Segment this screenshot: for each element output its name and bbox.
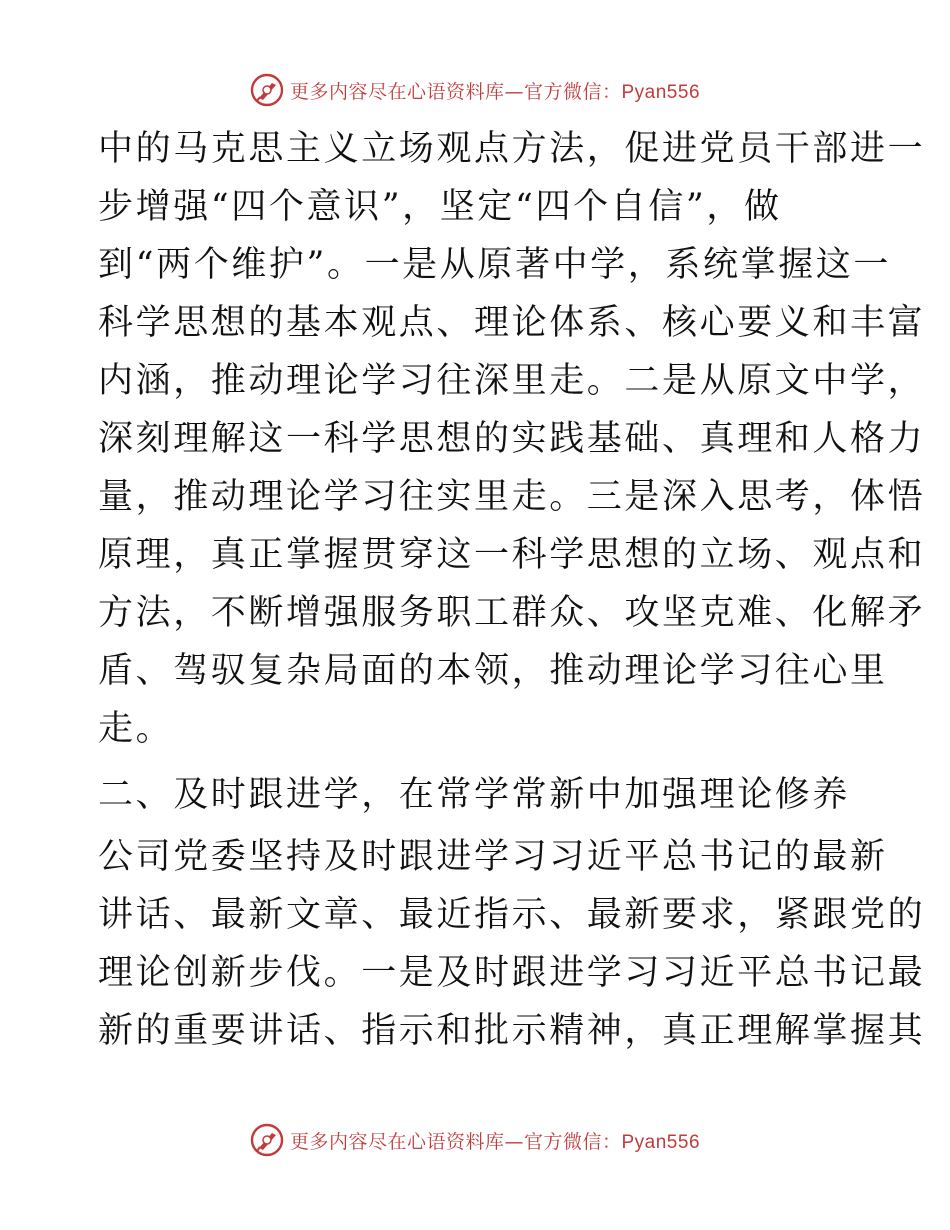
watermark-label: 更多内容尽在心语资料库—官方微信： — [289, 1130, 622, 1153]
body-line: 走。 — [98, 709, 174, 749]
watermark-handle: Pyan556 — [621, 1131, 701, 1153]
body-line: 盾、驾驭复杂局面的本领，推动理论学习往心里 — [98, 651, 888, 691]
body-line: 中的马克思主义立场观点方法，促进党员干部进一 — [98, 129, 926, 169]
body-line: 新的重要讲话、指示和批示精神，真正理解掌握其 — [98, 1011, 926, 1051]
footer-watermark — [0, 1120, 950, 1160]
body-line: 方法，不断增强服务职工群众、攻坚克难、化解矛 — [98, 593, 926, 633]
body-line: 讲话、最新文章、最近指示、最新要求，紧跟党的 — [98, 895, 926, 935]
watermark-text — [290, 77, 700, 104]
watermark-text — [290, 1127, 700, 1154]
body-line: 步增强“四个意识”，坚定“四个自信”，做 — [98, 187, 782, 227]
quill-pen-logo-icon — [250, 1123, 284, 1157]
body-line: 深刻理解这一科学思想的实践基础、真理和人格力 — [98, 419, 926, 459]
watermark-handle: Pyan556 — [621, 81, 701, 103]
quill-pen-logo-icon — [250, 73, 284, 107]
body-line: 量，推动理论学习往实里走。三是深入思考，体悟 — [98, 477, 926, 517]
header-watermark — [0, 70, 950, 110]
body-line: 科学思想的基本观点、理论体系、核心要义和丰富 — [98, 303, 926, 343]
body-line: 内涵，推动理论学习往深里走。二是从原文中学， — [98, 361, 926, 401]
body-line: 公司党委坚持及时跟进学习习近平总书记的最新 — [98, 837, 888, 877]
section-heading: 二、及时跟进学，在常学常新中加强理论修养 — [98, 775, 851, 815]
body-line: 理论创新步伐。一是及时跟进学习习近平总书记最 — [98, 953, 926, 993]
body-line: 原理，真正掌握贯穿这一科学思想的立场、观点和 — [98, 535, 926, 575]
watermark-label: 更多内容尽在心语资料库—官方微信： — [289, 80, 622, 103]
body-line: 到“两个维护”。一是从原著中学，系统掌握这一 — [98, 245, 891, 285]
document-body — [98, 120, 926, 1060]
